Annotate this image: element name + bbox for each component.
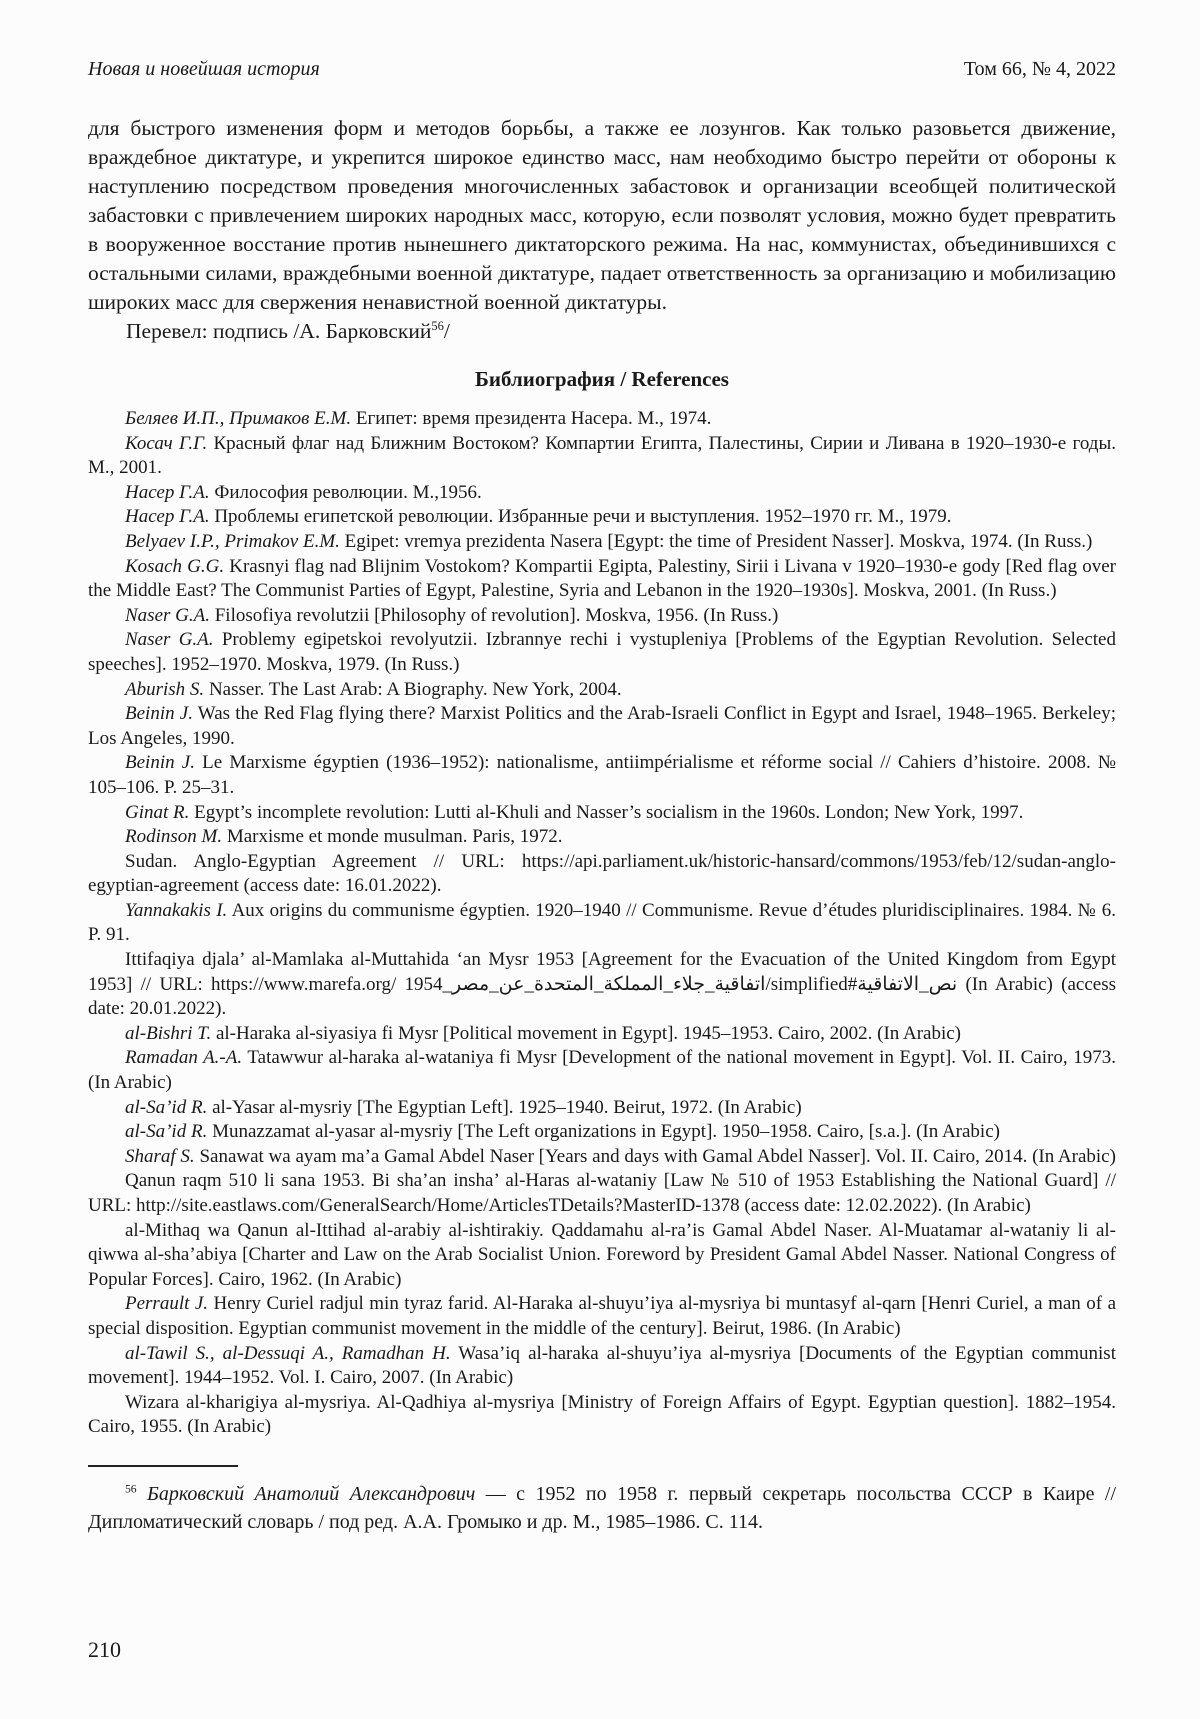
reference-item [88, 751, 1116, 800]
reference-text: Tatawwur al-haraka al-wataniya fi Mysr [Development of the national movement in Egypt]. Vol. II. Cairo, 1973. (In Arabic) [88, 1047, 1116, 1094]
reference-authors: Naser G.A. [125, 604, 210, 626]
reference-authors: Беляев И.П., Примаков Е.М. [125, 408, 352, 429]
reference-item [88, 1391, 1116, 1440]
reference-text: Was the Red Flag flying there? Marxist Politics and the Arab-Israeli Conflict in Egypt and Israel, 1948–1965. Berkeley; Los Angeles, 1990. [88, 703, 1116, 749]
reference-item [88, 702, 1116, 751]
reference-text: Le Marxisme égyptien (1936–1952): nationalisme, antiimpérialisme et réforme social // Cahiers d’histoire. 2008. № 105–106. P. 25–31. [88, 752, 1117, 798]
footnote-marker: 56 [125, 1482, 137, 1496]
reference-authors: Sharaf S. [125, 1145, 195, 1167]
reference-authors: Beinin J. [125, 752, 195, 774]
reference-authors: Ginat R. [125, 801, 190, 823]
reference-text: Nasser. The Last Arab: A Biography. New York, 2004. [204, 678, 622, 700]
translator-text-end: / [443, 319, 450, 343]
reference-text: Krasnyi flag nad Blijnim Vostokom? Kompartii Egipta, Palestiny, Sirii i Livana v 1920–1930-e gody [Red flag over the Middle East? The Communist Parties of Egypt, Palestine, Syria and Lebanon in the 1920–1930s]. Moskva, 2001. (In Russ.) [88, 555, 1116, 602]
reference-item [88, 555, 1116, 604]
reference-text: al-Yasar al-mysriy [The Egyptian Left]. 1925–1940. Beirut, 1972. (In Arabic) [207, 1096, 802, 1118]
reference-text: Египет: время президента Насера. М., 1974. [351, 408, 712, 429]
reference-text: Marxisme et monde musulman. Paris, 1972. [222, 826, 563, 848]
references-list [88, 407, 1116, 1440]
reference-item [88, 1219, 1116, 1293]
reference-text: Ittifaqiya djala’ al-Mamlaka al-Muttahida ‘an Mysr 1953 [Agreement for the Evacuation of the United Kingdom from Egypt 1953] // URL: https://www.marefa.org/ اتفاقية_جلاء_المملكة_المتحدة_عن_مصر_1954/simplified#نص_الاتفاقية (In Arabic) (access date: 20.01.2022). [88, 949, 1116, 1020]
running-head [88, 58, 1116, 81]
reference-authors: Yannakakis I. [125, 899, 228, 921]
journal-title: Новая и новейшая история [88, 58, 320, 80]
reference-authors: Насер Г.А. [125, 481, 210, 503]
reference-item [88, 1046, 1116, 1095]
reference-text: al-Haraka al-siyasiya fi Mysr [Political movement in Egypt]. 1945–1953. Cairo, 2002. (In Arabic) [211, 1022, 962, 1044]
reference-authors: Насер Г.А. [125, 506, 210, 528]
reference-item [88, 1292, 1116, 1341]
reference-text: Красный флаг над Ближним Востоком? Компартии Египта, Палестины, Сирии и Ливана в 1920–1930-е годы. М., 2001. [88, 432, 1116, 479]
translator-text: Перевел: подпись /А. Барковский [126, 319, 432, 343]
bibliography-heading: Библиография / References [475, 367, 729, 391]
reference-authors: al-Bishri T. [125, 1022, 212, 1044]
reference-text: Filosofiya revolutzii [Philosophy of revolution]. Moskva, 1956. (In Russ.) [209, 604, 779, 626]
reference-text: Egypt’s incomplete revolution: Lutti al-Khuli and Nasser’s socialism in the 1960s. London; New York, 1997. [189, 801, 1024, 823]
translator-line [88, 317, 1116, 346]
reference-item [88, 948, 1116, 1022]
reference-authors: Косач Г.Г. [125, 432, 208, 454]
reference-item [88, 481, 1116, 506]
reference-text: Munazzamat al-yasar al-mysriy [The Left organizations in Egypt]. 1950–1958. Cairo, [s.a.]. (In Arabic) [207, 1121, 1000, 1143]
page-number: 210 [88, 1637, 121, 1662]
reference-authors: Naser G.A. [125, 629, 214, 651]
reference-text: Проблемы египетской революции. Избранные речи и выступления. 1952–1970 гг. М., 1979. [209, 506, 952, 528]
reference-item [88, 850, 1116, 899]
reference-item [88, 801, 1116, 826]
reference-text: Egipet: vremya prezidenta Nasera [Egypt: the time of President Nasser]. Moskva, 1974. (In Russ.) [339, 530, 1093, 552]
reference-text: Sudan. Anglo-Egyptian Agreement // URL: https://api.parliament.uk/historic-hansard/commons/1953/feb/12/sudan-anglo-egyptian-agreement (access date: 16.01.2022). [88, 850, 1116, 897]
reference-item [88, 530, 1116, 555]
reference-item [88, 1145, 1116, 1170]
reference-item [88, 505, 1116, 530]
footnote-text: — с 1952 по 1958 г. первый секретарь посольства СССР в Каире // Дипломатический словарь / под ред. А.А. Громыко и др. М., 1985–1986. С. 114. [88, 1482, 1117, 1533]
reference-item [88, 825, 1116, 850]
reference-text: Aux origins du communisme égyptien. 1920–1940 // Communisme. Revue d’études pluridisciplinaires. 1984. № 6. P. 91. [88, 899, 1116, 946]
reference-text: Henry Curiel radjul min tyraz farid. Al-Haraka al-shuyu’iya al-mysriya bi muntasyf al-qarn [Henri Curiel, a man of a special disposition. Egyptian communist movement in the middle of the century]. Beirut, 1986. (In Arabic) [88, 1293, 1117, 1339]
reference-item [88, 1096, 1116, 1121]
reference-text: Sanawat wa ayam ma’a Gamal Abdel Naser [Years and days with Gamal Abdel Nasser]. Vol. II. Cairo, 2014. (In Arabic) [194, 1145, 1116, 1167]
reference-item [88, 678, 1116, 703]
reference-item [88, 1342, 1116, 1391]
issue-info: Том 66, № 4, 2022 [963, 58, 1116, 80]
reference-item [88, 432, 1116, 481]
reference-item [88, 1169, 1116, 1218]
reference-authors: al-Sa’id R. [125, 1121, 208, 1143]
reference-text: Problemy egipetskoi revolyutzii. Izbrannye rechi i vystupleniya [Problems of the Egyptian Revolution. Selected speeches]. 1952–1970. Moskva, 1979. (In Russ.) [88, 629, 1116, 675]
reference-item [88, 1022, 1116, 1047]
footnote-reference-marker: 56 [431, 318, 444, 333]
reference-text: Qanun raqm 510 li sana 1953. Bi sha’an insha’ al-Haras al-wataniy [Law № 510 of 1953 Establishing the National Guard] // URL: http://site.eastlaws.com/GeneralSearch/Home/ArticlesTDetails?MasterID-1378 (access date: 12.02.2022). (In Arabic) [88, 1170, 1116, 1216]
reference-item [88, 1120, 1116, 1145]
reference-item [88, 899, 1116, 948]
footnote-person: Барковский Анатолий Александрович [147, 1482, 476, 1505]
footnote [88, 1480, 1116, 1536]
body-paragraph: для быстрого изменения форм и методов борьбы, а также ее лозунгов. Как только разовьется движение, враждебное диктатуре, и укрепится широкое единство масс, нам необходимо быстро перейти от обороны к наступлению посредством проведения многочисленных забастовок и организации всеобщей политической забастовки с привлечением широких народных масс, которую, если позволят условия, можно будет превратить в вооруженное восстание против нынешнего диктаторского режима. На нас, коммунистах, объединившихся с остальными силами, враждебными военной диктатуре, падает ответственность за организацию и мобилизацию широких масс для свержения ненавистной военной диктатуры. [88, 116, 1116, 314]
reference-authors: Aburish S. [125, 678, 205, 700]
reference-item [88, 407, 1116, 432]
reference-authors: Rodinson M. [125, 826, 223, 848]
reference-authors: Belyaev I.P., Primakov E.M. [125, 530, 340, 552]
reference-authors: Beinin J. [125, 703, 193, 725]
reference-authors: Kosach G.G. [125, 555, 225, 577]
reference-authors: al-Tawil S., al-Dessuqi A., Ramadhan H. [125, 1342, 451, 1364]
reference-text: Философия революции. М.,1956. [209, 481, 482, 503]
reference-text: al-Mithaq wa Qanun al-Ittihad al-arabiy al-ishtirakiy. Qaddamahu al-ra’is Gamal Abdel Naser. Al-Muatamar al-wataniy li al-qiwwa al-sha’abiya [Charter and Law on the Arab Socialist Union. Foreword by President Gamal Abdel Nasser. National Congress of Popular Forces]. Cairo, 1962. (In Arabic) [88, 1219, 1116, 1290]
reference-item [88, 628, 1116, 677]
footnote-separator [88, 1465, 238, 1467]
reference-text: Wasa’iq al-haraka al-shuyu’iya al-mysriya [Documents of the Egyptian communist movement]. 1944–1952. Vol. I. Cairo, 2007. (In Arabic) [88, 1342, 1116, 1389]
reference-authors: Perrault J. [125, 1293, 209, 1315]
reference-text: Wizara al-kharigiya al-mysriya. Al-Qadhiya al-mysriya [Ministry of Foreign Affairs of Egypt. Egyptian question]. 1882–1954. Cairo, 1955. (In Arabic) [88, 1391, 1116, 1438]
reference-authors: al-Sa’id R. [125, 1096, 208, 1118]
reference-item [88, 604, 1116, 629]
reference-authors: Ramadan A.-A. [125, 1047, 243, 1069]
